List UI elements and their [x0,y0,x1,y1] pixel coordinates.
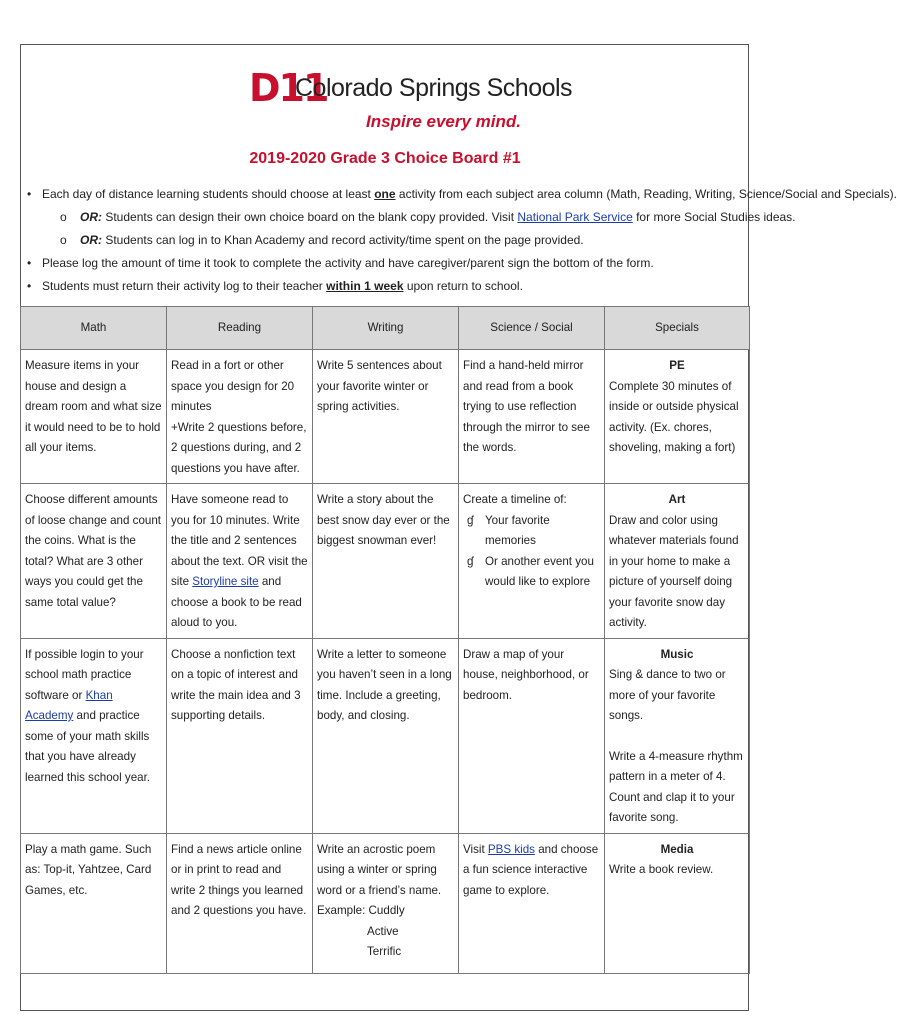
sub-bullet-icon: o [60,210,67,224]
writing-cell: Write 5 sentences about your favorite winter or spring activities. [313,350,459,484]
timeline-intro: Create a timeline of: [463,493,567,506]
table-row [21,833,750,973]
cell-text: If possible login to your school math practice software or [25,647,144,702]
instruction-text: upon return to school. [403,279,523,293]
science-cell [459,833,605,973]
list-item [463,552,600,593]
national-park-service-link[interactable]: National Park Service [517,210,633,224]
storyline-site-link[interactable]: Storyline site [192,575,259,588]
sub-bullet-icon: o [60,233,67,247]
bullet-icon: • [27,187,32,201]
or-label: OR: [80,210,102,224]
acrostic-example: Example: Cuddly [317,904,405,917]
bullet-icon: • [27,256,32,270]
specials-text: Sing & dance to two or more of your favorite songs. [609,668,726,722]
khan-academy-link[interactable]: Khan Academy [25,688,113,722]
cell-text: and practice some of your math skills that you have already learned this school year. [25,709,151,784]
reading-cell: Choose a nonfiction text on a topic of interest and write the main idea and 3 supporting details. [167,638,313,833]
instruction-text: Each day of distance learning students should choose at least [42,187,375,201]
acrostic-line: Terrific [367,945,402,958]
instruction-text: Students can log in to Khan Academy and record activity/time spent on the page provided. [102,233,584,247]
column-header-specials: Specials [605,307,750,350]
instruction-or-1 [24,206,796,229]
or-label: OR: [80,233,102,247]
cell-text: Visit [463,842,488,856]
table-row [21,638,750,833]
science-cell [459,484,605,639]
specials-cell [605,484,750,639]
cell-text: Have someone read to you for 10 minutes. Write the title and 2 sentences about the text. OR visit the site [171,493,308,588]
math-cell: Choose different amounts of loose change and count the coins. What is the total? What are 3 other ways you could get the same total value? [21,484,167,639]
column-header-math: Math [21,307,167,350]
instructions [24,183,897,298]
instruction-line-3 [24,275,748,298]
specials-text: Complete 30 minutes of inside or outside physical activity. (Ex. chores, shoveling, making a fort) [609,379,739,454]
table-row [21,484,750,639]
instruction-text: Students can design their own choice board on the blank copy provided. Visit [102,210,518,224]
column-header-writing: Writing [313,307,459,350]
specials-title: Media [660,842,694,856]
list-item-text: Or another event you would like to explore [485,554,594,588]
instruction-text: Students must return their activity log to their teacher [42,279,327,293]
timeline-list [463,511,600,593]
column-header-reading: Reading [167,307,313,350]
specials-text: Write a book review. [609,863,714,876]
cell-text: and choose a book to be read aloud to you. [171,575,302,629]
reading-cell: Find a news article online or in print to read and write 2 things you learned and 2 questions you have. [167,833,313,973]
specials-title: Art [668,493,686,506]
writing-cell [313,833,459,973]
cell-text: and choose a fun science interactive game to explore. [463,842,599,897]
district-logo [249,66,573,140]
table-header-row [21,307,750,350]
specials-title: Music [660,647,694,661]
acrostic-line: Active [367,924,399,938]
science-cell: Draw a map of your house, neighborhood, or bedroom. [459,638,605,833]
math-cell [21,638,167,833]
reading-cell: Read in a fort or other space you design for 20 minutes +Write 2 questions before, 2 questions during, and 2 questions you have after. [167,350,313,484]
math-cell: Measure items in your house and design a dream room and what size it would need to be to hold all your items. [21,350,167,484]
instruction-text: for more Social Studies ideas. [632,210,796,224]
specials-text: Draw and color using whatever materials found in your home to make a picture of yourself doing your favorite snow day activity. [609,513,739,629]
instruction-emphasis: within 1 week [326,279,404,293]
list-marker-icon: ɠ [467,513,474,527]
cell-text: Write an acrostic poem using a winter or spring word or a friend’s name. [317,842,442,897]
table-row [21,350,750,484]
school-name: Colorado Springs Schools [295,74,573,102]
bullet-icon: • [27,279,32,293]
instruction-line-2 [24,252,748,275]
specials-cell [605,638,750,833]
specials-title: PE [669,359,685,372]
science-cell: Find a hand-held mirror and read from a book trying to use reflection through the mirror to see the words. [459,350,605,484]
choice-board-table [20,306,750,974]
logo-mark: D11 [249,66,328,110]
column-header-science-social: Science / Social [459,307,605,350]
writing-cell: Write a letter to someone you haven’t seen in a long time. Include a greeting, body, and closing. [313,638,459,833]
pbs-kids-link[interactable]: PBS kids [487,842,535,856]
instruction-emphasis: one [374,187,396,201]
list-marker-icon: ɠ [467,554,474,568]
tagline: Inspire every mind. [366,112,521,131]
specials-cell [605,350,750,484]
page-title: 2019-2020 Grade 3 Choice Board #1 [249,150,521,167]
specials-text: Write a 4-measure rhythm pattern in a meter of 4. Count and clap it to your favorite song. [609,749,743,824]
writing-cell: Write a story about the best snow day ever or the biggest snowman ever! [313,484,459,639]
list-item-text: Your favorite memories [485,513,550,547]
list-item [463,511,600,552]
instruction-or-2 [24,229,748,252]
reading-cell [167,484,313,639]
instruction-line-1 [24,183,897,206]
math-cell: Play a math game. Such as: Top-it, Yahtzee, Card Games, etc. [21,833,167,973]
instruction-text: Please log the amount of time it took to complete the activity and have caregiver/parent sign the bottom of the form. [42,256,654,270]
specials-cell [605,833,750,973]
instruction-text: activity from each subject area column (Math, Reading, Writing, Science/Social and Specials). [395,187,897,201]
